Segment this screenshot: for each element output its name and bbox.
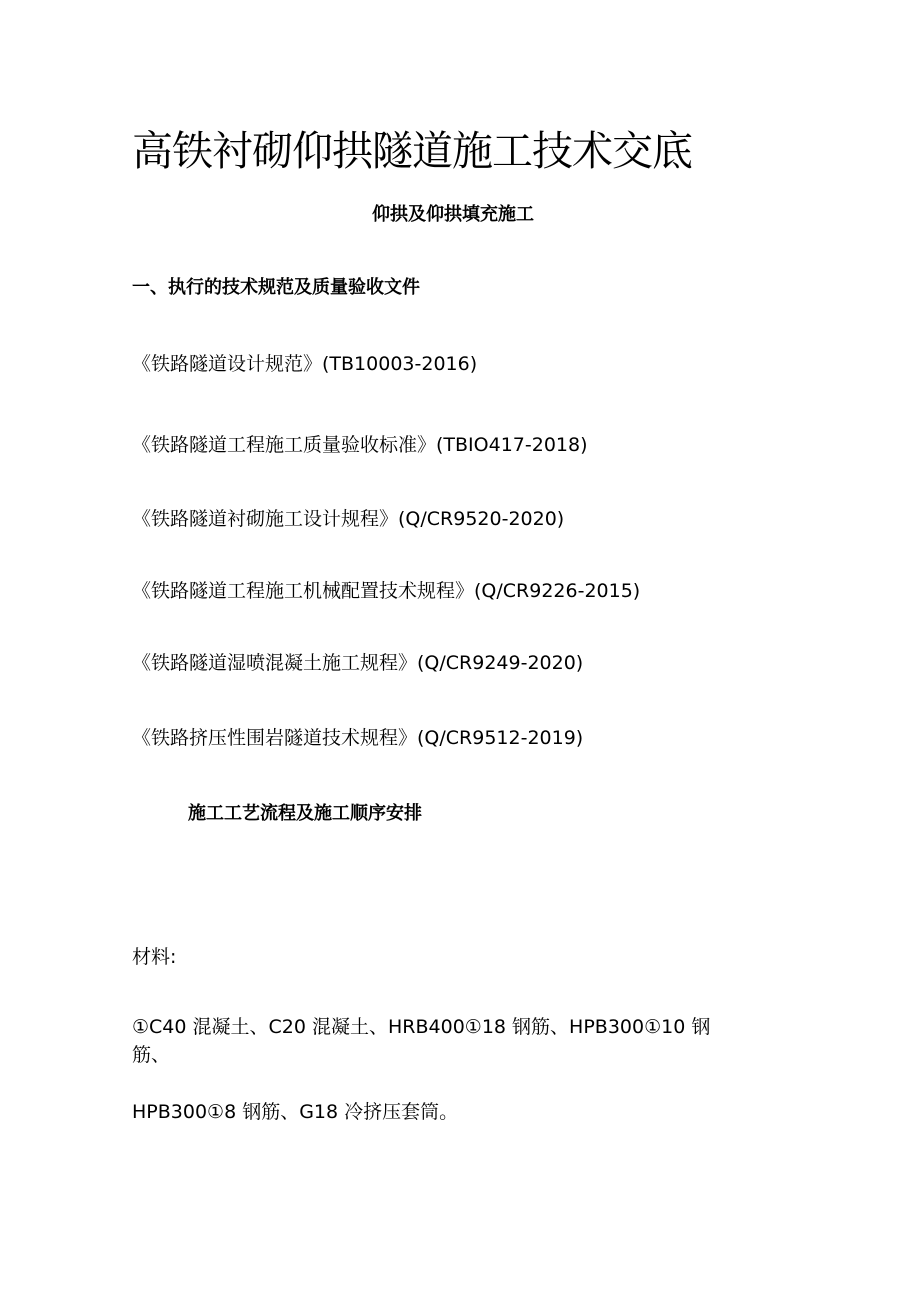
standard-item: 《铁路隧道设计规范》(TB10003-2016): [132, 353, 478, 375]
materials-label: 材料:: [132, 946, 177, 968]
standard-item: 《铁路隧道湿喷混凝土施工规程》(Q/CR9249-2020): [132, 652, 584, 674]
standard-item: 《铁路挤压性围岩隧道技术规程》(Q/CR9512-2019): [132, 727, 584, 749]
section-heading-process: 施工工艺流程及施工顺序安排: [188, 803, 422, 824]
materials-text-line: ①C40 混凝土、C20 混凝土、HRB400①18 钢筋、HPB300①10 钢: [132, 1016, 711, 1038]
materials-text-line: HPB300①8 钢筋、G18 冷挤压套筒。: [132, 1101, 459, 1123]
standard-item: 《铁路隧道衬砌施工设计规程》(Q/CR9520-2020): [132, 508, 565, 530]
standard-item: 《铁路隧道工程施工质量验收标准》(TBIO417-2018): [132, 434, 588, 456]
section-heading-standards: 一、执行的技术规范及质量验收文件: [132, 277, 420, 298]
document-title: 高铁衬砌仰拱隧道施工技术交底: [132, 127, 692, 175]
materials-text-line: 筋、: [132, 1044, 171, 1066]
document-subtitle: 仰拱及仰拱填充施工: [372, 204, 534, 225]
standard-item: 《铁路隧道工程施工机械配置技术规程》(Q/CR9226-2015): [132, 580, 641, 602]
